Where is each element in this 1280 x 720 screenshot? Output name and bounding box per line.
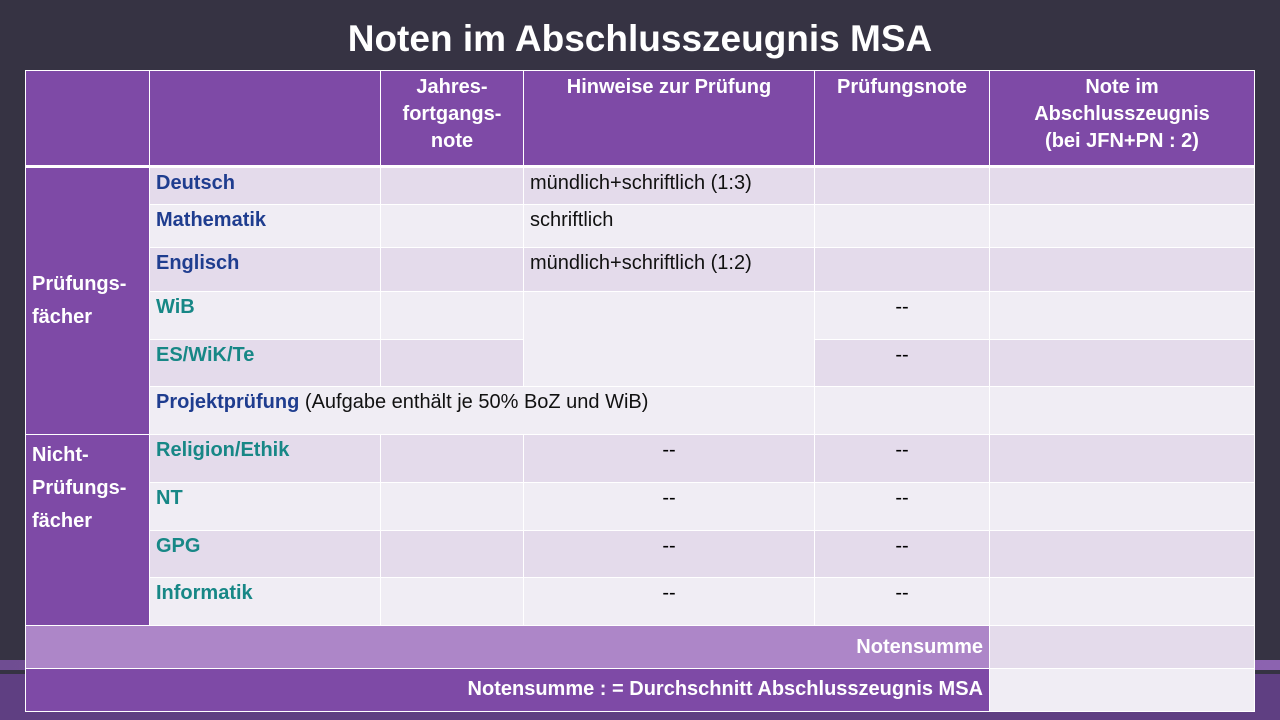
table-row bbox=[26, 530, 1255, 577]
header-pn: Prüfungsnote bbox=[815, 71, 990, 167]
pn-cell: -- bbox=[815, 339, 990, 386]
table-row bbox=[26, 387, 1255, 435]
final-cell bbox=[990, 291, 1255, 339]
project-cell bbox=[150, 387, 815, 435]
hint-cell: -- bbox=[524, 435, 815, 482]
header-row bbox=[26, 71, 1255, 167]
subject-wib: WiB bbox=[150, 291, 381, 339]
final-cell bbox=[990, 482, 1255, 530]
jfn-cell bbox=[381, 205, 524, 248]
pn-cell bbox=[815, 387, 990, 435]
hint-cell: -- bbox=[524, 578, 815, 626]
pn-cell: -- bbox=[815, 578, 990, 626]
final-cell bbox=[990, 530, 1255, 577]
grades-table bbox=[25, 70, 1255, 712]
header-empty-2 bbox=[150, 71, 381, 167]
final-cell bbox=[990, 578, 1255, 626]
subject-projekt: Projektprüfung bbox=[156, 391, 300, 414]
jfn-cell bbox=[381, 339, 524, 386]
page-title: Noten im Abschlusszeugnis MSA bbox=[347, 18, 933, 59]
subject-mathematik: Mathematik bbox=[150, 205, 381, 248]
hint-cell-merged bbox=[524, 291, 815, 387]
hint-cell: schriftlich bbox=[524, 205, 815, 248]
final-cell bbox=[990, 339, 1255, 386]
table-row bbox=[26, 482, 1255, 530]
pn-cell: -- bbox=[815, 482, 990, 530]
table-row bbox=[26, 435, 1255, 482]
final-cell bbox=[990, 435, 1255, 482]
jfn-cell bbox=[381, 248, 524, 291]
hint-cell: -- bbox=[524, 482, 815, 530]
table-row bbox=[26, 291, 1255, 339]
group-label-exam: Prüfungs- fächer bbox=[26, 167, 150, 435]
table-row bbox=[26, 248, 1255, 291]
pn-cell bbox=[815, 248, 990, 291]
subject-englisch: Englisch bbox=[150, 248, 381, 291]
header-hint: Hinweise zur Prüfung bbox=[524, 71, 815, 167]
subject-nt: NT bbox=[150, 482, 381, 530]
table-row bbox=[26, 167, 1255, 205]
jfn-cell bbox=[381, 482, 524, 530]
jfn-cell bbox=[381, 167, 524, 205]
jfn-cell bbox=[381, 435, 524, 482]
jfn-cell bbox=[381, 578, 524, 626]
final-cell bbox=[990, 387, 1255, 435]
hint-cell: -- bbox=[524, 530, 815, 577]
header-final: Note im Abschlusszeugnis (bei JFN+PN : 2) bbox=[990, 71, 1255, 167]
subject-eswikte: ES/WiK/Te bbox=[150, 339, 381, 386]
hint-cell: mündlich+schriftlich (1:2) bbox=[524, 248, 815, 291]
jfn-cell bbox=[381, 530, 524, 577]
subject-religion: Religion/Ethik bbox=[150, 435, 381, 482]
subject-gpg: GPG bbox=[150, 530, 381, 577]
final-cell bbox=[990, 167, 1255, 205]
jfn-cell bbox=[381, 291, 524, 339]
pn-cell: -- bbox=[815, 435, 990, 482]
pn-cell: -- bbox=[815, 530, 990, 577]
average-value-cell bbox=[990, 668, 1255, 711]
subject-informatik: Informatik bbox=[150, 578, 381, 626]
header-jfn: Jahres- fortgangs- note bbox=[381, 71, 524, 167]
average-label: Notensumme : = Durchschnitt Abschlusszeugnis MSA bbox=[26, 668, 990, 711]
sum-row bbox=[26, 626, 1255, 668]
table-row bbox=[26, 205, 1255, 248]
final-cell bbox=[990, 205, 1255, 248]
header-empty-1 bbox=[26, 71, 150, 167]
group-label-nonexam: Nicht- Prüfungs- fächer bbox=[26, 435, 150, 626]
pn-cell bbox=[815, 205, 990, 248]
subject-deutsch: Deutsch bbox=[150, 167, 381, 205]
table-row bbox=[26, 578, 1255, 626]
pn-cell: -- bbox=[815, 291, 990, 339]
sum-label: Notensumme bbox=[26, 626, 990, 668]
average-row bbox=[26, 668, 1255, 711]
project-note: (Aufgabe enthält je 50% BoZ und WiB) bbox=[304, 391, 649, 414]
pn-cell bbox=[815, 167, 990, 205]
sum-value-cell bbox=[990, 626, 1255, 668]
hint-cell: mündlich+schriftlich (1:3) bbox=[524, 167, 815, 205]
final-cell bbox=[990, 248, 1255, 291]
